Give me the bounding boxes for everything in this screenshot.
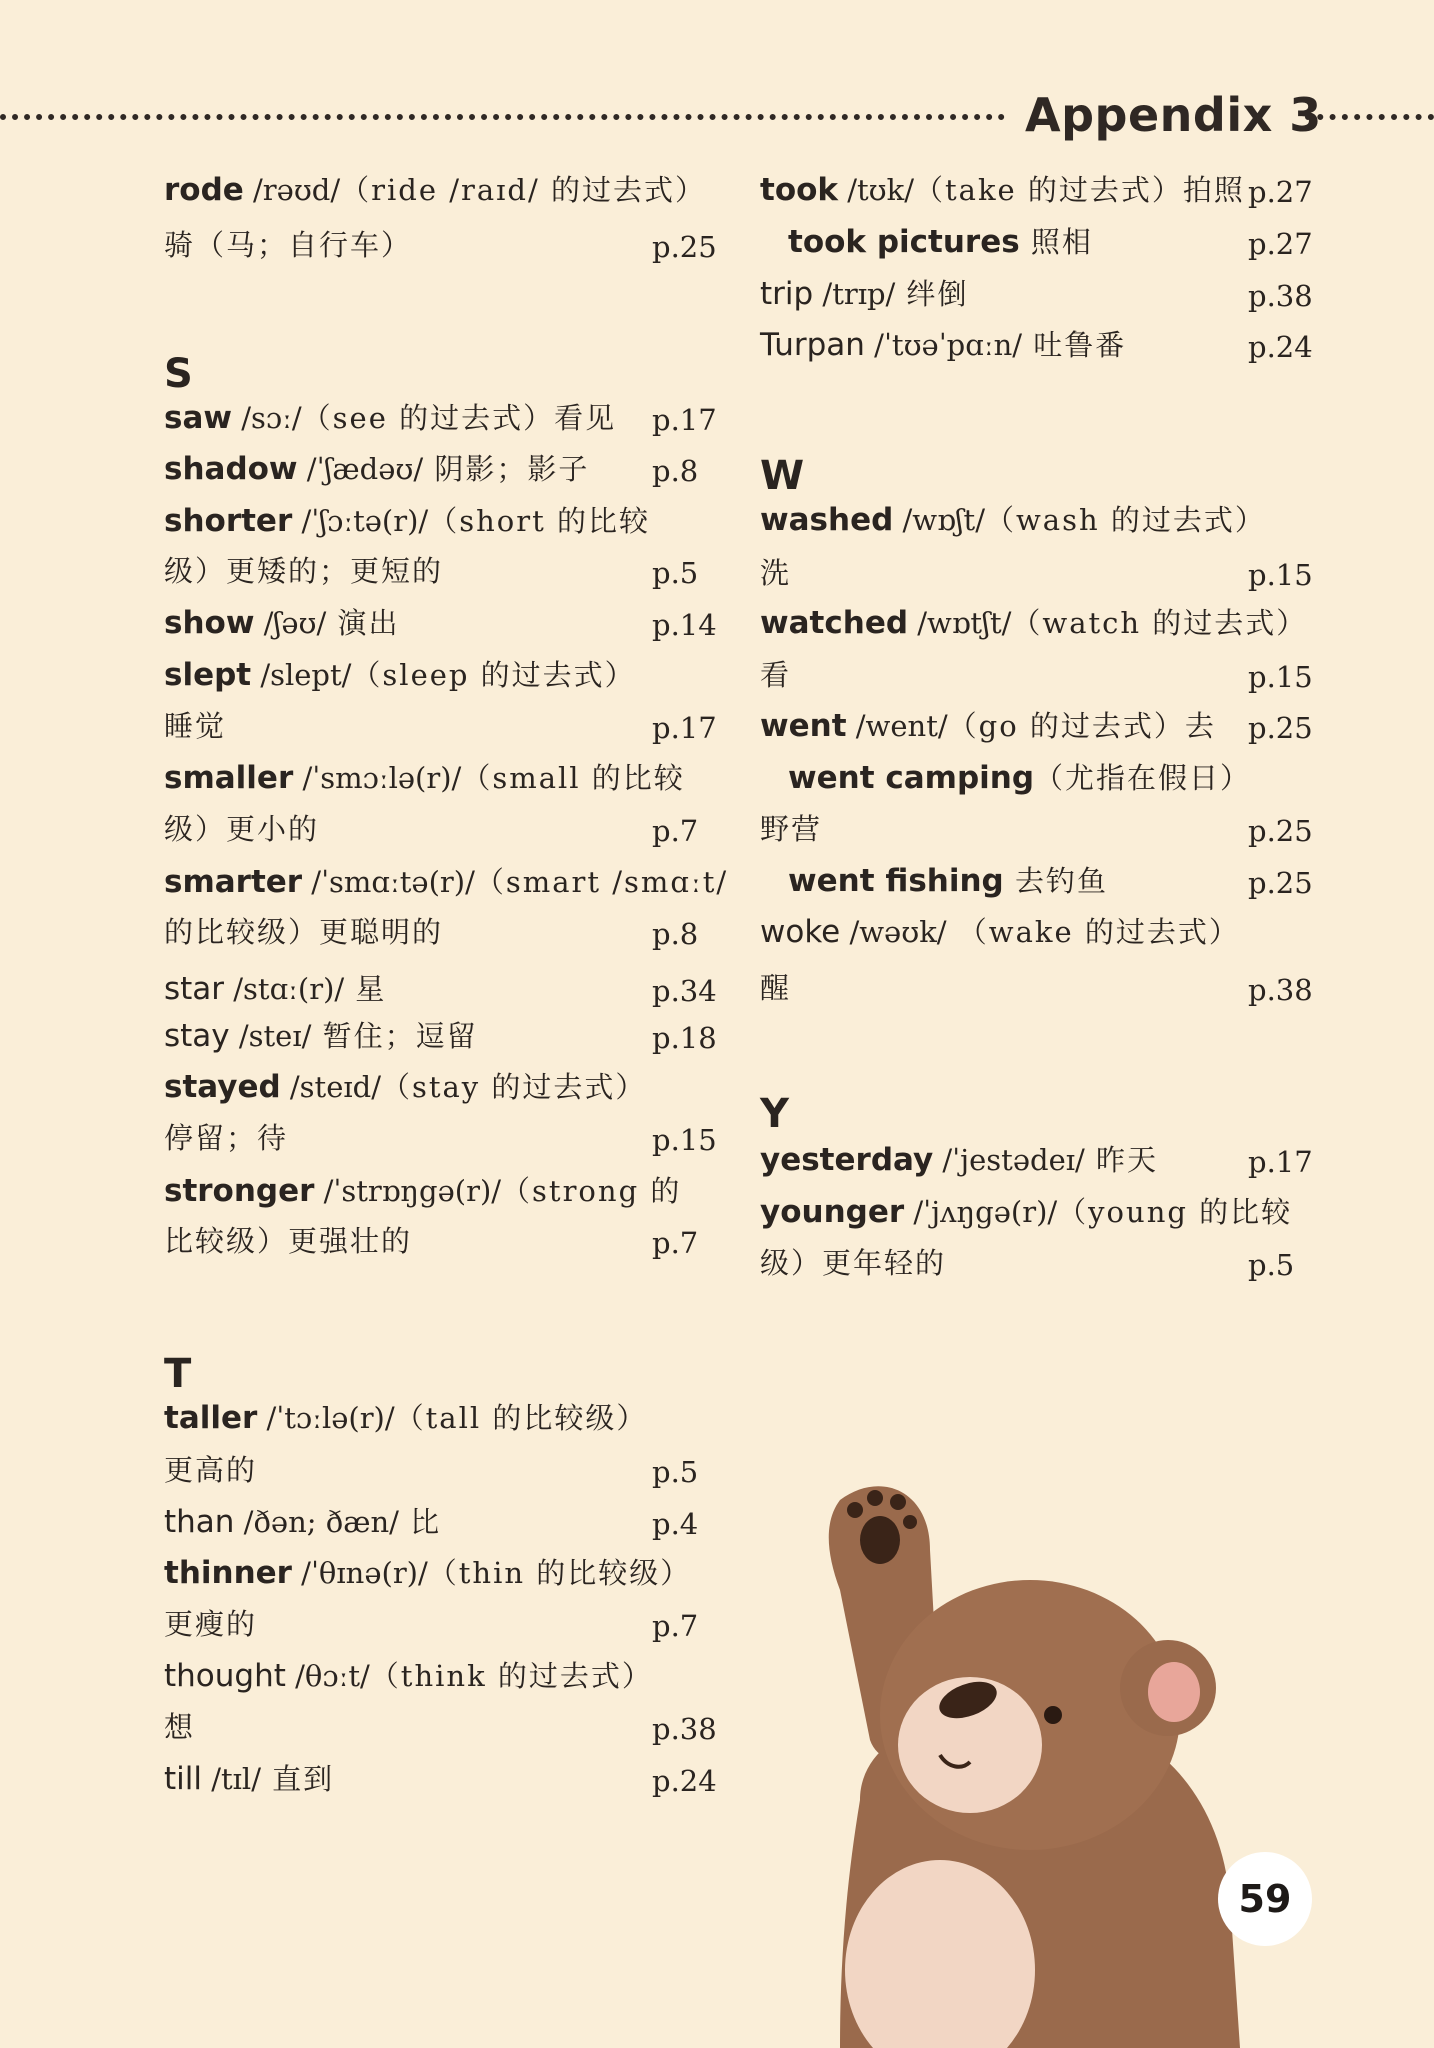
definition: （wake 的过去式） (946, 915, 1240, 949)
phonetic: /ðən; ðæn/ (234, 1505, 399, 1539)
page-ref: p.38 (1248, 279, 1313, 313)
entry-watched-continued: 看 (760, 658, 792, 692)
page-ref: p.27 (1248, 227, 1313, 261)
headword: went fishing (788, 863, 1004, 899)
entry-went-camping-continued: 野营 (760, 812, 823, 846)
entry-went-fishing (788, 863, 1108, 899)
headword: stayed (164, 1069, 281, 1105)
page-ref: p.14 (652, 608, 717, 642)
phonetic: /sɔː/ (232, 401, 302, 435)
entry-washed (760, 502, 1266, 538)
phonetic: /wəʊk/ (840, 915, 947, 949)
page-ref: p.24 (1248, 330, 1313, 364)
page-number-badge (1218, 1852, 1312, 1946)
phonetic: /ˈtʊəˈpɑːn/ (864, 328, 1023, 362)
page-ref: p.15 (1248, 660, 1313, 694)
headword: woke (760, 914, 841, 950)
definition: （go 的过去式）去 (947, 709, 1216, 743)
entry-younger (760, 1194, 1292, 1230)
phonetic: /ˈʃædəʊ/ (297, 452, 424, 486)
page-ref: p.5 (652, 556, 699, 590)
headword: shadow (164, 451, 298, 487)
headword: took (760, 172, 839, 208)
page-ref: p.25 (1248, 814, 1313, 848)
section-letter-y: Y (760, 1091, 789, 1137)
bear-ear-inner (1148, 1662, 1200, 1722)
definition: （take 的过去式）拍照 (914, 173, 1245, 207)
page-number: 59 (1238, 1877, 1292, 1921)
entry-yesterday (760, 1142, 1158, 1178)
bear-toe (867, 1490, 883, 1506)
headword: than (164, 1504, 235, 1540)
page-ref: p.25 (652, 230, 717, 264)
headword: washed (760, 502, 894, 538)
headword: smaller (164, 760, 294, 796)
phonetic: /tɪl/ (202, 1762, 261, 1796)
headword: Turpan (760, 327, 865, 363)
page-title: Appendix 3 (1025, 88, 1322, 142)
definition: （stay 的过去式） (380, 1070, 647, 1104)
phonetic: /ˈʃɔːtə(r)/ (292, 504, 429, 538)
bear-toe (903, 1515, 917, 1529)
page-ref: p.25 (1248, 866, 1313, 900)
definition: （strong 的 (501, 1174, 682, 1208)
definition: （think 的过去式） (369, 1659, 653, 1693)
headword: went camping (788, 760, 1035, 796)
definition: 去钓鱼 (1003, 864, 1108, 898)
definition: （tall 的比较级） (394, 1401, 648, 1435)
headword: thinner (164, 1555, 292, 1591)
entry-woke-continued: 醒 (760, 971, 792, 1005)
phonetic: /trɪp/ (813, 277, 896, 311)
definition: 照相 (1019, 225, 1093, 259)
entry-thinner-continued: 更瘦的 (164, 1607, 258, 1641)
phonetic: /θɔːt/ (285, 1659, 370, 1693)
definition: （watch 的过去式） (1011, 606, 1308, 640)
headword: trip (760, 276, 814, 312)
phonetic: /stɑː(r)/ (224, 972, 345, 1006)
headword: stay (164, 1018, 230, 1054)
page-ref: p.17 (652, 403, 717, 437)
definition: 昨天 (1084, 1143, 1158, 1177)
phonetic: /steɪd/ (280, 1070, 381, 1104)
bear-toe (847, 1502, 863, 1518)
phonetic: /ʃəʊ/ (254, 606, 327, 640)
page-ref: p.7 (652, 1226, 699, 1260)
entry-thought-continued: 想 (164, 1710, 196, 1744)
definition: 演出 (326, 606, 400, 640)
headword: taller (164, 1400, 258, 1436)
headword: went (760, 708, 847, 744)
headword: took pictures (788, 224, 1020, 260)
phonetic: /ˈjʌŋgə(r)/ (904, 1195, 1058, 1229)
entry-took-pictures (788, 224, 1093, 260)
definition: 星 (344, 972, 387, 1006)
definition: 绊倒 (895, 277, 969, 311)
entry-turpan (760, 327, 1126, 363)
page-ref: p.18 (652, 1021, 717, 1055)
entry-stayed-continued: 停留；待 (164, 1121, 289, 1155)
definition: （thin 的比较级） (427, 1556, 692, 1590)
headword: shorter (164, 503, 293, 539)
phonetic: /ˈsmɑːtə(r)/ (302, 865, 475, 899)
entry-slept-continued: 睡觉 (164, 709, 227, 743)
page-ref: p.38 (652, 1712, 717, 1746)
definition: 吐鲁番 (1022, 328, 1127, 362)
page-ref: p.8 (652, 917, 699, 951)
phonetic: /wɒʃt/ (893, 503, 985, 537)
headword: till (164, 1761, 202, 1797)
phonetic: /ˈstrɒŋgə(r)/ (314, 1174, 502, 1208)
entry-went-camping (788, 760, 1251, 796)
page-ref: p.7 (652, 1609, 699, 1643)
headword: stronger (164, 1173, 315, 1209)
page-ref: p.24 (652, 1764, 717, 1798)
definition: （smart /smɑːt/ (474, 865, 729, 899)
headword: smarter (164, 864, 303, 900)
entry-went (760, 708, 1216, 744)
entry-shorter-continued: 级）更矮的；更短的 (164, 554, 444, 588)
entry-woke (760, 914, 1240, 950)
entry-stronger-continued: 比较级）更强壮的 (164, 1224, 413, 1258)
entry-smarter-continued: 的比较级）更聪明的 (164, 915, 444, 949)
page-ref: p.17 (1248, 1145, 1313, 1179)
definition: 直到 (260, 1762, 335, 1796)
definition: （see 的过去式）看见 (301, 401, 617, 435)
headword: saw (164, 400, 233, 436)
bear-paw-pad (860, 1516, 900, 1564)
definition: （ride /raɪd/ 的过去式） (340, 173, 706, 207)
bear-illustration (820, 1470, 1240, 2048)
phonetic: /ˈjestədeɪ/ (933, 1143, 1085, 1177)
entry-rode-continued: 骑（马；自行车） (164, 228, 413, 262)
definition: （short 的比较 (428, 504, 650, 538)
headword: yesterday (760, 1142, 934, 1178)
entry-took (760, 172, 1245, 208)
phonetic: /slept/ (251, 658, 352, 692)
phonetic: /rəʊd/ (243, 173, 341, 207)
definition: 暂住；逗留 (311, 1019, 478, 1053)
entry-trip (760, 276, 969, 312)
section-letter-s: S (164, 351, 193, 397)
page-ref: p.7 (652, 814, 699, 848)
headword: thought (164, 1658, 286, 1694)
headword: slept (164, 657, 252, 693)
page-ref: p.38 (1248, 973, 1313, 1007)
phonetic: /ˈsmɔːlə(r)/ (293, 761, 462, 795)
definition: （sleep 的过去式） (351, 658, 636, 692)
page-ref: p.4 (652, 1507, 699, 1541)
bear-toe (890, 1494, 906, 1510)
definition: （尤指在假日） (1034, 761, 1252, 795)
page-ref: p.8 (652, 454, 699, 488)
headword: star (164, 971, 225, 1007)
phonetic: /tʊk/ (838, 173, 915, 207)
definition: 阴影；影子 (423, 452, 590, 486)
section-letter-w: W (760, 453, 805, 499)
headword: younger (760, 1194, 905, 1230)
page-ref: p.27 (1248, 175, 1313, 209)
definition: （small 的比较 (461, 761, 685, 795)
page-ref: p.5 (1248, 1248, 1295, 1282)
headword: rode (164, 172, 244, 208)
phonetic: /steɪ/ (229, 1019, 312, 1053)
page-ref: p.15 (652, 1123, 717, 1157)
bear-eye (1044, 1706, 1062, 1724)
page-ref: p.34 (652, 974, 717, 1008)
page-ref: p.17 (652, 711, 717, 745)
phonetic: /ˈtɔːlə(r)/ (257, 1401, 395, 1435)
phonetic: /wɒtʃt/ (908, 606, 1012, 640)
entry-smaller-continued: 级）更小的 (164, 812, 320, 846)
page-ref: p.15 (1248, 558, 1313, 592)
definition: 比 (398, 1505, 442, 1539)
headword: watched (760, 605, 909, 641)
entry-younger-continued: 级）更年轻的 (760, 1246, 947, 1280)
page-ref: p.5 (652, 1455, 699, 1489)
definition: （young 的比较 (1057, 1195, 1293, 1229)
definition: （wash 的过去式） (984, 503, 1266, 537)
phonetic: /went/ (846, 709, 948, 743)
entry-watched (760, 605, 1307, 641)
entry-taller-continued: 更高的 (164, 1453, 258, 1487)
phonetic: /ˈθɪnə(r)/ (291, 1556, 428, 1590)
section-letter-t: T (164, 1351, 192, 1397)
headword: show (164, 605, 255, 641)
page-ref: p.25 (1248, 711, 1313, 745)
entry-washed-continued: 洗 (760, 556, 792, 590)
